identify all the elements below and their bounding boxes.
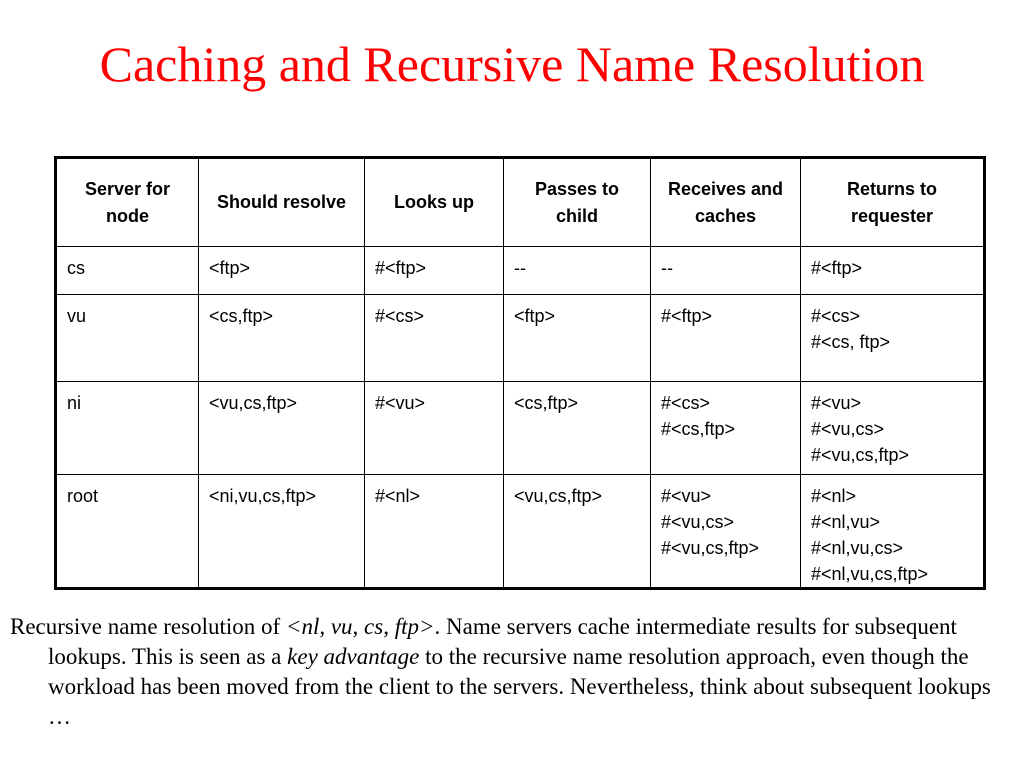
cell-looks-up: #<ftp> <box>365 247 504 295</box>
cell-receives-and-caches <box>651 295 801 382</box>
header-returns-to-requester: Returns to requester <box>801 158 985 247</box>
cell-should-resolve: <ftp> <box>199 247 365 295</box>
returned-entry: #<nl,vu,cs,ftp> <box>811 564 929 584</box>
table-row <box>56 295 985 382</box>
cell-receives-and-caches <box>651 382 801 475</box>
cell-returns-to-requester <box>801 475 985 589</box>
cell-receives-and-caches <box>651 247 801 295</box>
cell-should-resolve: <vu,cs,ftp> <box>199 382 365 475</box>
cell-passes-to-child: <cs,ftp> <box>504 382 651 475</box>
cell-passes-to-child: -- <box>504 247 651 295</box>
cached-entry: #<vu> <box>661 486 712 506</box>
cell-passes-to-child: <ftp> <box>504 295 651 382</box>
caption-paragraph <box>10 612 1010 732</box>
returned-entry: #<nl,vu,cs> <box>811 538 904 558</box>
returned-entry: #<nl,vu> <box>811 512 881 532</box>
cached-entry: #<cs,ftp> <box>661 419 736 439</box>
cell-should-resolve: <cs,ftp> <box>199 295 365 382</box>
returned-entry: #<vu> <box>811 393 862 413</box>
header-passes-to-child: Passes to child <box>504 158 651 247</box>
caption-key-advantage: key advantage <box>287 644 420 669</box>
returned-entry: #<cs> <box>811 306 861 326</box>
cached-entry: #<vu,cs,ftp> <box>661 538 760 558</box>
returned-entry: #<vu,cs> <box>811 419 885 439</box>
cell-returns-to-requester <box>801 247 985 295</box>
caption-text: Recursive name resolution of <box>10 614 286 639</box>
cell-looks-up: #<cs> <box>365 295 504 382</box>
cached-entry: #<cs> <box>661 393 711 413</box>
header-looks-up: Looks up <box>365 158 504 247</box>
name-resolution-table <box>54 156 986 590</box>
table-row <box>56 475 985 589</box>
cell-receives-and-caches <box>651 475 801 589</box>
cached-entry: #<vu,cs> <box>661 512 735 532</box>
slide-title: Caching and Recursive Name Resolution <box>99 36 925 92</box>
cached-entry: #<ftp> <box>661 306 713 326</box>
returned-entry: #<cs, ftp> <box>811 332 891 352</box>
header-should-resolve: Should resolve <box>199 158 365 247</box>
table-header-row <box>56 158 985 247</box>
table-container <box>54 156 983 590</box>
returned-entry: #<ftp> <box>811 258 863 278</box>
cell-server: vu <box>56 295 199 382</box>
cell-server: ni <box>56 382 199 475</box>
returned-entry: #<nl> <box>811 486 857 506</box>
cached-entry: -- <box>661 258 673 278</box>
caption-text: to the recursive name resolution approach, even though the workload has been moved from the client to the servers. Nevertheless, think about subsequent lookups … <box>48 644 991 729</box>
table-row <box>56 247 985 295</box>
cell-server: root <box>56 475 199 589</box>
header-server-for-node: Server for node <box>56 158 199 247</box>
table-row <box>56 382 985 475</box>
cell-returns-to-requester <box>801 295 985 382</box>
cell-passes-to-child: <vu,cs,ftp> <box>504 475 651 589</box>
caption-name-path: <nl, vu, cs, ftp> <box>285 614 435 639</box>
cell-looks-up: #<vu> <box>365 382 504 475</box>
returned-entry: #<vu,cs,ftp> <box>811 445 910 465</box>
cell-looks-up: #<nl> <box>365 475 504 589</box>
cell-returns-to-requester <box>801 382 985 475</box>
cell-should-resolve: <ni,vu,cs,ftp> <box>199 475 365 589</box>
cell-server: cs <box>56 247 199 295</box>
header-receives-and-caches: Receives and caches <box>651 158 801 247</box>
caption-text: . Name servers cache intermediate results for subsequent lookups. This is seen as a <box>48 614 957 669</box>
